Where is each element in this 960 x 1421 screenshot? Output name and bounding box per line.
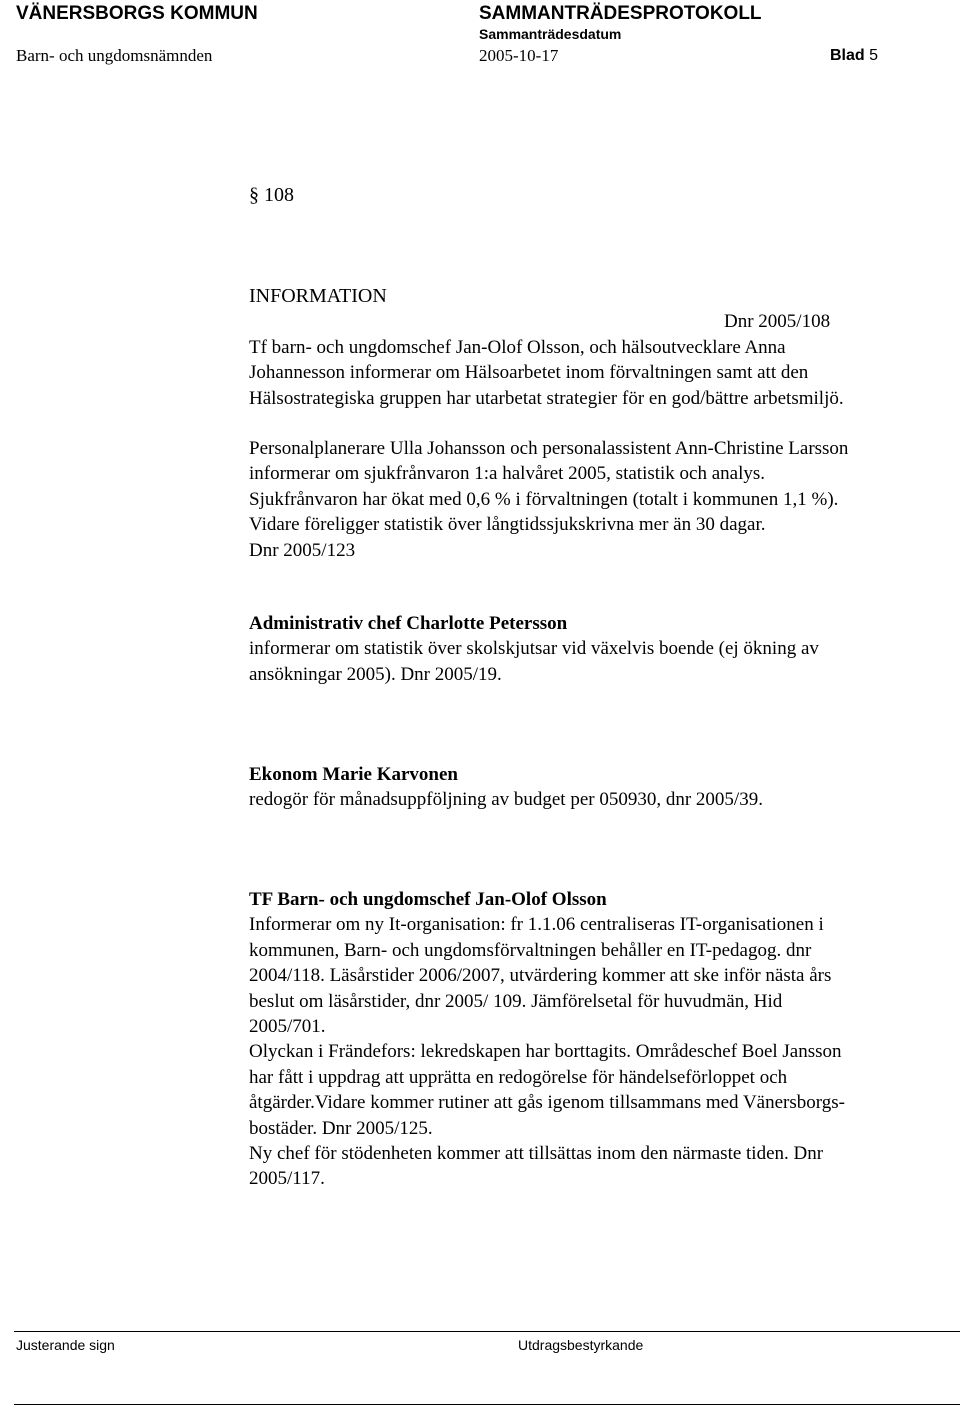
section-symbol: § bbox=[249, 184, 259, 206]
text-line: Vidare föreligger statistik över långtidssjukskrivna mer än 30 dagar. bbox=[249, 514, 766, 536]
section-title: INFORMATION bbox=[249, 285, 387, 307]
text-line: 2004/118. Läsårstider 2006/2007, utvärdering kommer att ske inför nästa års bbox=[249, 965, 832, 987]
meeting-date: 2005-10-17 bbox=[479, 46, 559, 65]
org-name: VÄNERSBORGS KOMMUN bbox=[16, 3, 258, 24]
text-line: åtgärder.Vidare kommer rutiner att gås igenom tillsammans med Vänersborgs- bbox=[249, 1092, 845, 1114]
paragraph-health-work bbox=[249, 335, 844, 411]
text-line: Dnr 2005/123 bbox=[249, 539, 356, 561]
item-admin-chief bbox=[249, 611, 819, 687]
text-line: har fått i uppdrag att upprätta en redogörelse för händelseförloppet och bbox=[249, 1066, 788, 1088]
item-tf-chief bbox=[249, 887, 845, 1192]
text-line: Sjukfrånvaron har ökat med 0,6 % i förvaltningen (totalt i kommunen 1,1 %). bbox=[249, 488, 839, 510]
text-line: Personalplanerare Ulla Johansson och personalassistent Ann-Christine Larsson bbox=[249, 438, 849, 459]
text-line: 2005/701. bbox=[249, 1016, 326, 1038]
text-line: 2005/117. bbox=[249, 1168, 325, 1190]
committee-name: Barn- och ungdomsnämnden bbox=[16, 46, 213, 65]
document-type: SAMMANTRÄDESPROTOKOLL bbox=[479, 3, 762, 24]
section-number: 108 bbox=[264, 184, 294, 206]
text-line: redogör för månadsuppföljning av budget per 050930, dnr 2005/39. bbox=[249, 789, 763, 811]
item-heading: TF Barn- och ungdomschef Jan-Olof Olsson bbox=[249, 889, 607, 910]
text-line: Ny chef för stödenheten kommer att tillsättas inom den närmaste tiden. Dnr bbox=[249, 1143, 824, 1165]
page-number: 5 bbox=[869, 47, 879, 64]
page-indicator bbox=[830, 47, 878, 65]
text-line: Informerar om ny It-organisation: fr 1.1.06 centraliseras IT-organisationen i bbox=[249, 914, 824, 936]
text-line: informerar om statistik över skolskjutsar vid växelvis boende (ej ökning av bbox=[249, 638, 819, 660]
text-line: ansökningar 2005). Dnr 2005/19. bbox=[249, 663, 502, 685]
text-line: Hälsostrategiska gruppen har utarbetat strategier för en god/bättre arbetsmiljö. bbox=[249, 387, 844, 409]
paragraph-sick-leave bbox=[249, 436, 848, 563]
dnr-main: Dnr 2005/108 bbox=[724, 311, 831, 332]
section-marker bbox=[249, 184, 294, 207]
text-line: beslut om läsårstider, dnr 2005/ 109. Jämförelsetal för huvudmän, Hid bbox=[249, 990, 783, 1012]
text-line: Tf barn- och ungdomschef Jan-Olof Olsson, och hälsoutvecklare Anna bbox=[249, 337, 786, 358]
page-label: Blad bbox=[830, 47, 865, 64]
text-line: informerar om sjukfrånvaron 1:a halvåret 2005, statistik och analys. bbox=[249, 463, 766, 485]
item-heading: Ekonom Marie Karvonen bbox=[249, 764, 458, 785]
text-line: kommunen, Barn- och ungdomsförvaltningen behåller en IT-pedagog. dnr bbox=[249, 939, 812, 961]
footer-bottom-rule bbox=[14, 1404, 960, 1405]
footer-justerande: Justerande sign bbox=[16, 1337, 115, 1353]
item-heading: Administrativ chef Charlotte Petersson bbox=[249, 613, 568, 634]
text-line: Olyckan i Frändefors: lekredskapen har borttagits. Områdeschef Boel Jansson bbox=[249, 1041, 842, 1063]
date-label: Sammanträdesdatum bbox=[479, 26, 622, 42]
footer-divider bbox=[14, 1331, 960, 1332]
item-economist bbox=[249, 762, 763, 813]
text-line: bostäder. Dnr 2005/125. bbox=[249, 1117, 433, 1139]
text-line: Johannesson informerar om Hälsoarbetet inom förvaltningen samt att den bbox=[249, 362, 809, 384]
footer-utdrag: Utdragsbestyrkande bbox=[518, 1337, 644, 1353]
